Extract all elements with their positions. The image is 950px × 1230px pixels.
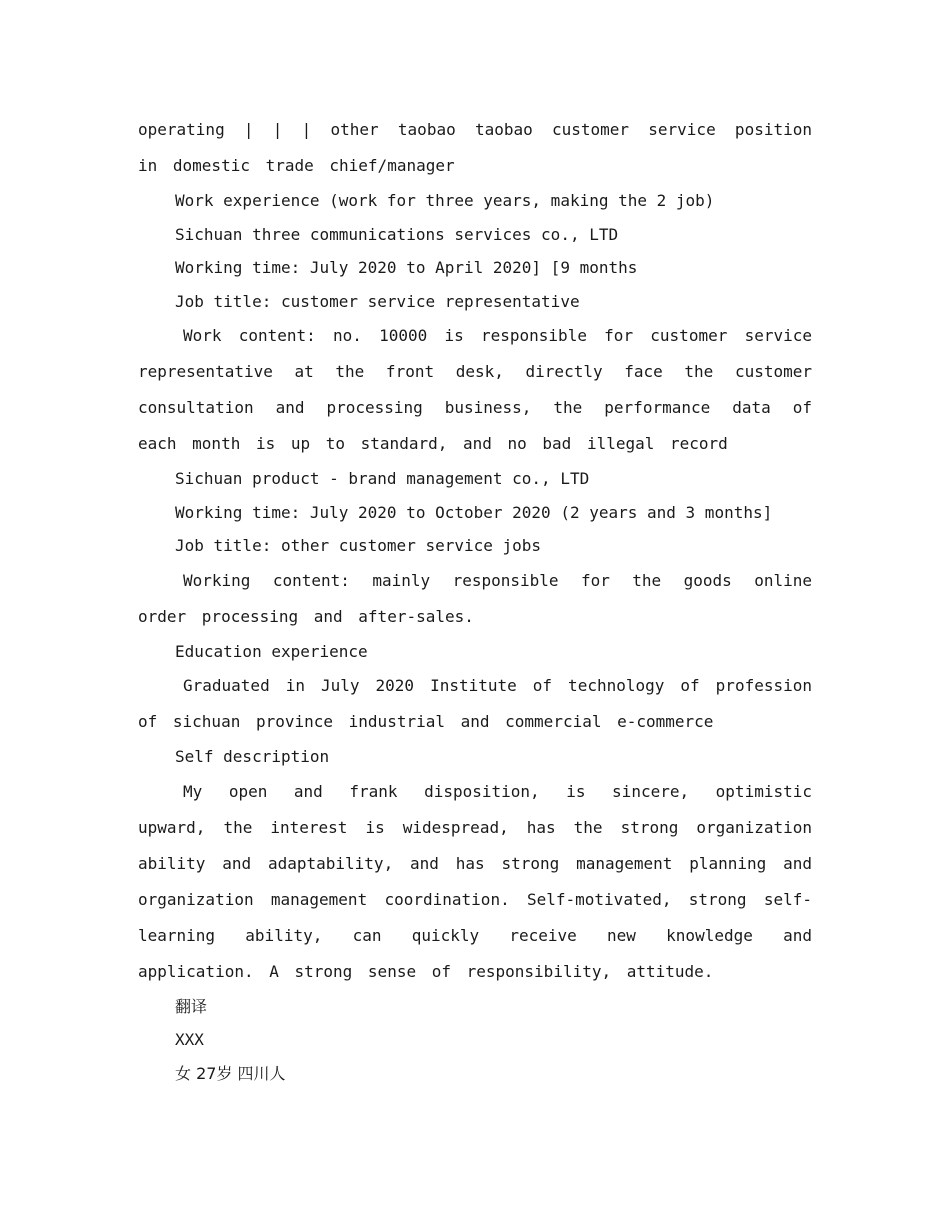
employer-2-working-time: Working time: July 2020 to October 2020 (2 years and 3 months] <box>175 502 773 522</box>
education-detail: Graduated in July 2020 Institute of technology of profession of sichuan province industrial and commercial e-commerce <box>138 676 812 731</box>
employer-1-work-content: Work content: no. 10000 is responsible for customer service representative at the front desk, directly face the customer consultation and processing business, the performance data of each month is up to standard, and no bad illegal record <box>138 326 812 453</box>
employer-1-name: Sichuan three communications services co., LTD <box>175 224 619 244</box>
section-heading-education: Education experience <box>175 641 368 661</box>
section-heading-work-experience: Work experience (work for three years, making the 2 job) <box>175 191 715 210</box>
employer-2-name: Sichuan product - brand management co., LTD <box>175 469 590 488</box>
candidate-basic-info: 女 27岁 四川人 <box>175 1063 286 1083</box>
document-page <box>138 112 812 1090</box>
employer-1-job-title: Job title: customer service representative <box>175 291 580 311</box>
employer-2-job-title: Job title: other customer service jobs <box>175 536 542 555</box>
self-description-text: My open and frank disposition, is sincere, optimistic upward, the interest is widespread, has the strong organization ability and adaptability, and has strong management planning and organization management coordination. Self-motivated, strong self-learning ability, can quickly receive new knowledge and application. A strong sense of responsibility, attitude. <box>138 781 812 981</box>
employer-2-work-content: Working content: mainly responsible for the goods online order processing and after-sales. <box>138 570 812 626</box>
section-heading-self-description: Self description <box>175 747 330 766</box>
candidate-name: XXX <box>175 1030 204 1049</box>
employer-1-working-time: Working time: July 2020 to April 2020] [9 months <box>175 258 638 277</box>
paragraph-job-intent: operating | | | other taobao taobao customer service position in domestic trade chief/manager <box>138 120 812 175</box>
translation-heading: 翻译 <box>175 996 208 1016</box>
